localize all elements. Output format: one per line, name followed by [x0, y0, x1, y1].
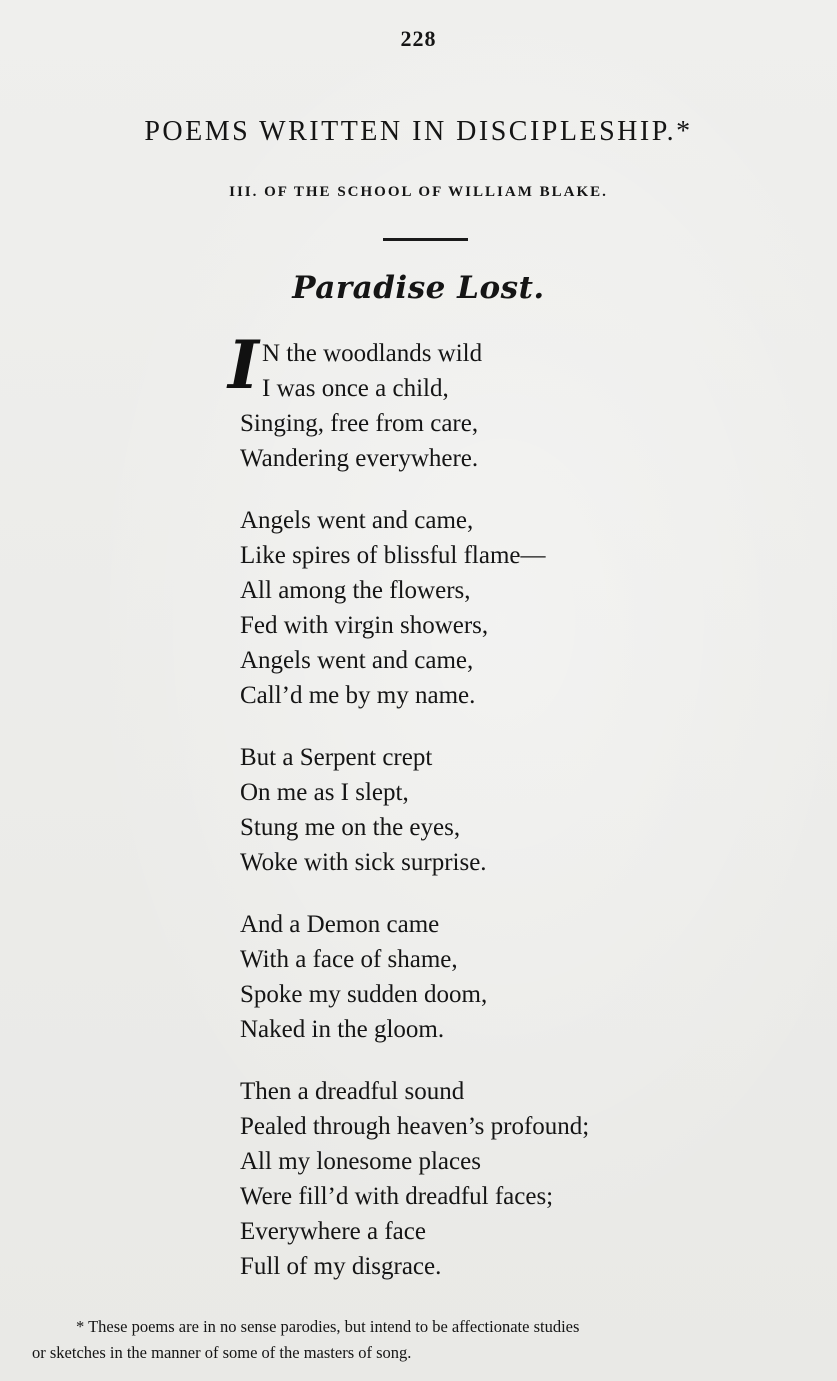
poem-line: Spoke my sudden doom,	[240, 981, 488, 1008]
page-number: 228	[400, 26, 437, 51]
stanza	[240, 740, 720, 880]
poem-line: Pealed through heaven’s profound;	[240, 1113, 590, 1140]
stanza	[228, 326, 720, 476]
drop-cap: I	[228, 326, 259, 404]
section-subtitle: III. OF THE SCHOOL OF WILLIAM BLAKE.	[229, 184, 608, 200]
poem-line: Angels went and came,	[240, 647, 474, 674]
stanza	[240, 1074, 720, 1284]
poem-line: Stung me on the eyes,	[240, 814, 461, 841]
poem-line: And a Demon came	[240, 911, 440, 938]
poem-line: Full of my disgrace.	[240, 1253, 442, 1280]
poem-line: Naked in the gloom.	[240, 1016, 445, 1043]
first-line-text: N the woodlands wild	[262, 340, 483, 367]
poem-body	[228, 326, 720, 1284]
poem-title: Paradise Lost.	[292, 270, 545, 306]
poem-line: Singing, free from care,	[240, 410, 479, 437]
ornamental-rule	[383, 238, 468, 241]
poem-line: All among the flowers,	[240, 577, 471, 604]
stanza	[240, 907, 720, 1047]
poem-line: On me as I slept,	[240, 779, 409, 806]
poem-line: Were fill’d with dreadful faces;	[240, 1183, 554, 1210]
poem-line: Everywhere a face	[240, 1218, 426, 1245]
poem-line: Woke with sick surprise.	[240, 849, 487, 876]
poem-line: Call’d me by my name.	[240, 682, 476, 709]
footnote-line: or sketches in the manner of some of the masters of song.	[32, 1343, 412, 1362]
poem-line: Then a dreadful sound	[240, 1078, 465, 1105]
page-title: POEMS WRITTEN IN DISCIPLESHIP.*	[144, 116, 693, 147]
poem-line: I was once a child,	[262, 375, 449, 402]
poem-line: Like spires of blissful flame—	[240, 542, 546, 569]
poem-line: Fed with virgin showers,	[240, 612, 489, 639]
poem-line: Wandering everywhere.	[240, 445, 479, 472]
footnote	[32, 1314, 812, 1366]
stanza	[240, 503, 720, 713]
poem-line: All my lonesome places	[240, 1148, 481, 1175]
poem-line: But a Serpent crept	[240, 744, 433, 771]
poem-line: Angels went and came,	[240, 507, 474, 534]
poem-line: With a face of shame,	[240, 946, 458, 973]
footnote-line: * These poems are in no sense parodies, but intend to be affectionate studies	[76, 1317, 580, 1336]
